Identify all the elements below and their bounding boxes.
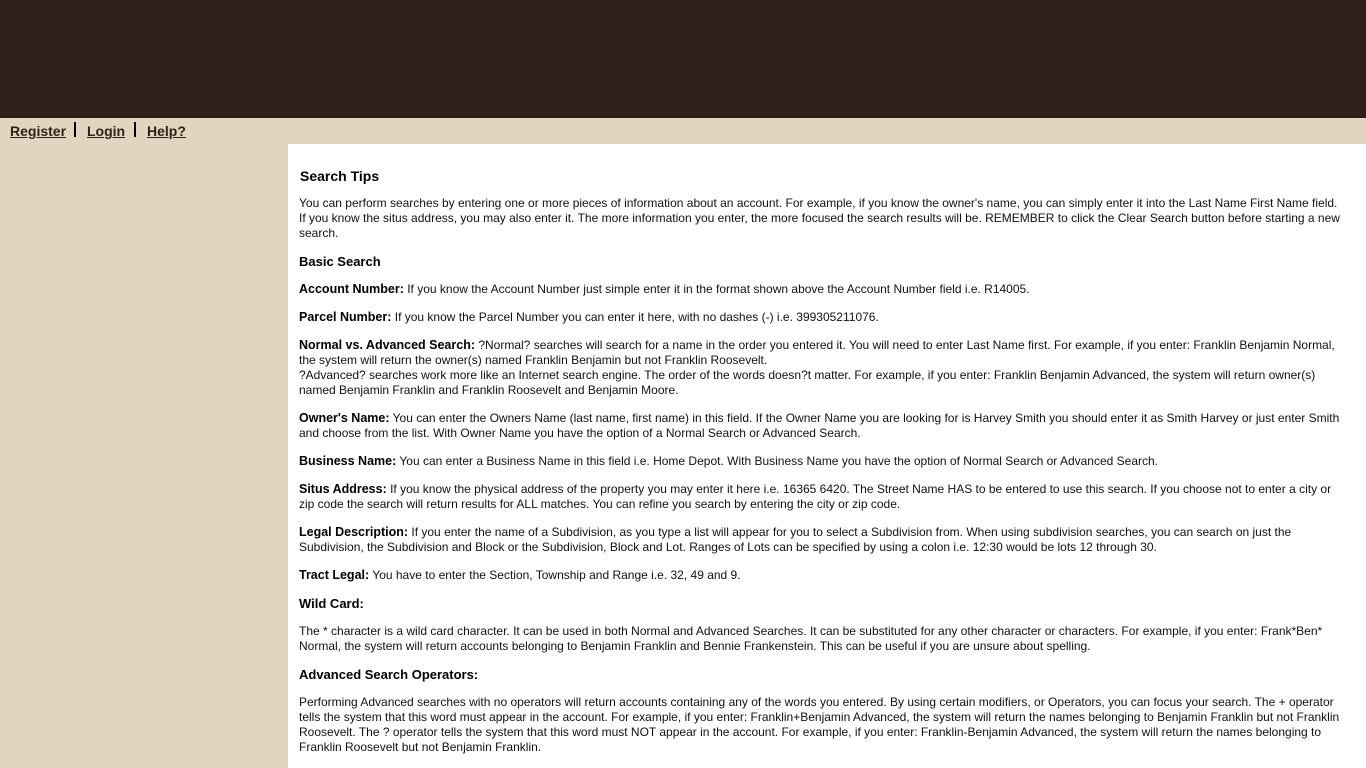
legal-description-text: If you enter the name of a Subdivision, as you type a list will appear for you to select a Subdivision from. When using subdivision searches, you can search on just the Subdivision, the Subdivision and Block or the Subdivision, Block and Lot. Ranges of Lots can be specified by using a colon i.e. 12:30 would be lots 12 through 30.	[299, 525, 1292, 554]
help-link[interactable]: Help?	[147, 123, 186, 139]
legal-description-tip	[299, 525, 1345, 555]
account-number-term: Account Number:	[299, 282, 404, 296]
owner-name-tip	[299, 411, 1345, 441]
nav-separator	[134, 122, 136, 137]
business-name-tip	[299, 454, 1345, 469]
tract-legal-term: Tract Legal:	[299, 568, 370, 582]
register-link[interactable]: Register	[10, 123, 67, 139]
situs-address-term: Situs Address:	[299, 482, 387, 496]
situs-address-text: If you know the physical address of the property you may enter it here i.e. 16365 6420. The Street Name HAS to be entered to use this search. If you choose not to enter a city or zip code the search will return results for ALL matches. You can refine you search by entering the city or zip code.	[299, 482, 1332, 511]
search-tips-content	[299, 168, 1345, 768]
owner-name-term: Owner's Name:	[299, 411, 390, 425]
parcel-number-tip	[299, 310, 1345, 325]
owner-name-text: You can enter the Owners Name (last name, first name) in this field. If the Owner Name you are looking for is Harvey Smith you should enter it as Smith Harvey or just enter Smith and choose from the list. With Owner Name you have the option of a Normal Search or Advanced Search.	[299, 411, 1340, 440]
advanced-explanation-text: ?Advanced? searches work more like an Internet search engine. The order of the words doesn?t matter. For example, if you enter: Franklin Benjamin Advanced, the system will return owner(s) named Benjamin Franklin and Franklin Roosevelt and Benjamin Moore.	[299, 368, 1316, 397]
tract-legal-tip	[299, 568, 1345, 583]
account-number-text: If you know the Account Number just simple enter it in the format shown above the Account Number field i.e. R14005.	[403, 282, 1030, 296]
situs-address-tip	[299, 482, 1345, 512]
legal-description-term: Legal Description:	[299, 525, 409, 539]
nav-separator	[74, 122, 76, 137]
advanced-operators-paragraph: Performing Advanced searches with no operators will return accounts containing any of the words you entered. By using certain modifiers, or Operators, you can focus your search. The + operator tells the system that this word must appear in the account. For example, if you enter: Franklin+Benjamin Advanced, the system will return the names belonging to Benjamin Franklin but not Franklin Roosevelt. The ? operator tells the system that this word must NOT appear in the account. For example, if you enter: Franklin-Benjamin Advanced, the system will return the names belonging to Franklin Roosevelt but not Benjamin Franklin.	[299, 695, 1340, 754]
business-name-text: You can enter a Business Name in this field i.e. Home Depot. With Business Name you have the option of Normal Search or Advanced Search.	[396, 454, 1159, 468]
business-name-term: Business Name:	[299, 454, 397, 468]
normal-advanced-text: ?Normal? searches will search for a name in the order you entered it. You will need to enter Last Name first. For example, if you enter: Franklin Benjamin Normal, the system will return the owner(s) named Franklin Benjamin but not Franklin Roosevelt.	[299, 338, 1335, 367]
account-number-tip	[299, 282, 1345, 297]
top-nav	[0, 118, 1366, 144]
basic-search-heading: Basic Search	[299, 254, 381, 269]
normal-advanced-tip	[299, 338, 1345, 398]
advanced-operators-heading: Advanced Search Operators:	[299, 667, 479, 682]
login-link[interactable]: Login	[87, 123, 126, 139]
tract-legal-text: You have to enter the Section, Township and Range i.e. 32, 49 and 9.	[369, 568, 741, 582]
parcel-number-term: Parcel Number:	[299, 310, 392, 324]
left-sidebar	[0, 144, 288, 768]
search-tips-panel	[288, 144, 1366, 768]
wild-card-paragraph: The * character is a wild card character. It can be used in both Normal and Advanced Searches. It can be substituted for any other character or characters. For example, if you enter: Frank*Ben* Normal, the system will return accounts belonging to Benjamin Franklin and Bennie Frankenstein. This can be useful if you are unsure about spelling.	[299, 624, 1323, 653]
wild-card-heading: Wild Card:	[299, 596, 364, 611]
parcel-number-text: If you know the Parcel Number you can enter it here, with no dashes (-) i.e. 399305211076.	[391, 310, 879, 324]
normal-advanced-term: Normal vs. Advanced Search:	[299, 338, 475, 352]
header-banner	[0, 0, 1366, 118]
intro-paragraph: You can perform searches by entering one or more pieces of information about an account. For example, if you know the owner's name, you can simply enter it into the Last Name First Name field. If you know the situs address, you may also enter it. The more information you enter, the more focused the search results will be. REMEMBER to click the Clear Search button before starting a new search.	[299, 196, 1340, 240]
page-title: Search Tips	[300, 168, 380, 184]
